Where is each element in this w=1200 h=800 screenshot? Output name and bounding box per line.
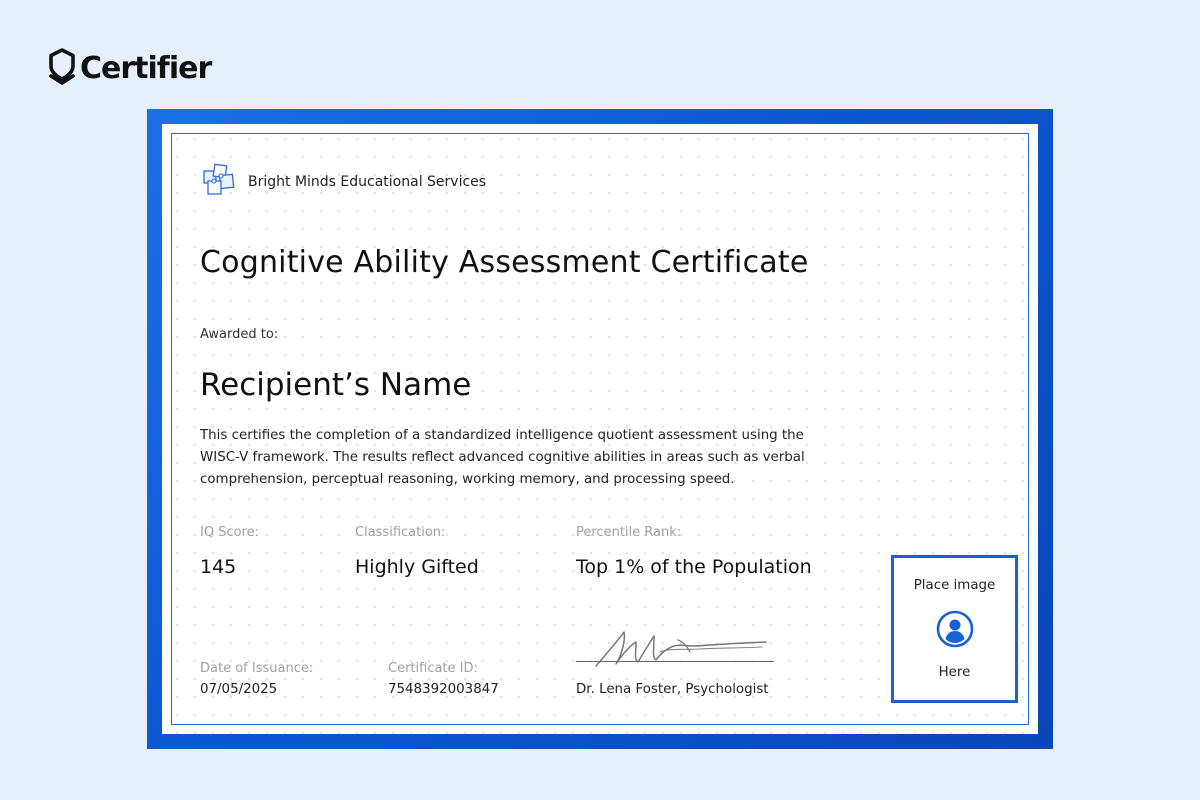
awarded-label: Awarded to:: [200, 327, 279, 342]
organization-header: [200, 161, 486, 203]
iq-score-label: IQ Score:: [200, 525, 259, 540]
percentile-value: Top 1% of the Population: [576, 556, 812, 578]
user-avatar-icon: [936, 610, 974, 648]
certificate-id-label: Certificate ID:: [388, 661, 478, 676]
signature-line: [576, 661, 774, 662]
organization-name: Bright Minds Educational Services: [248, 174, 487, 190]
photo-placeholder-top-text: Place image: [913, 578, 996, 593]
certificate-id-value: 7548392003847: [388, 682, 499, 697]
signature-image: [590, 622, 780, 678]
classification-label: Classification:: [355, 525, 446, 540]
brand-name: Certifier: [80, 51, 212, 86]
puzzle-logo-icon: [200, 161, 238, 203]
issuance-date-label: Date of Issuance:: [200, 661, 314, 676]
iq-score-value: 145: [200, 556, 237, 578]
certificate-title: Cognitive Ability Assessment Certificate: [200, 245, 809, 280]
brand-logo: [48, 48, 211, 90]
certificate-frame: [147, 109, 1053, 749]
issuance-date-value: 07/05/2025: [200, 682, 278, 697]
shield-icon: [48, 48, 76, 90]
photo-placeholder-bottom-text: Here: [938, 665, 971, 680]
recipient-name: Recipient’s Name: [200, 367, 472, 403]
certificate-paper: [162, 124, 1038, 734]
certificate-description: This certifies the completion of a standardized intelligence quotient assessment using the WISC-V framework. The results reflect advanced cognitive abilities in areas such as verbal comprehension, perceptual reasoning, working memory, and processing speed.: [200, 428, 805, 487]
percentile-label: Percentile Rank:: [576, 525, 682, 540]
classification-value: Highly Gifted: [355, 556, 479, 578]
photo-placeholder[interactable]: [891, 555, 1018, 703]
signatory-name: Dr. Lena Foster, Psychologist: [576, 682, 769, 697]
